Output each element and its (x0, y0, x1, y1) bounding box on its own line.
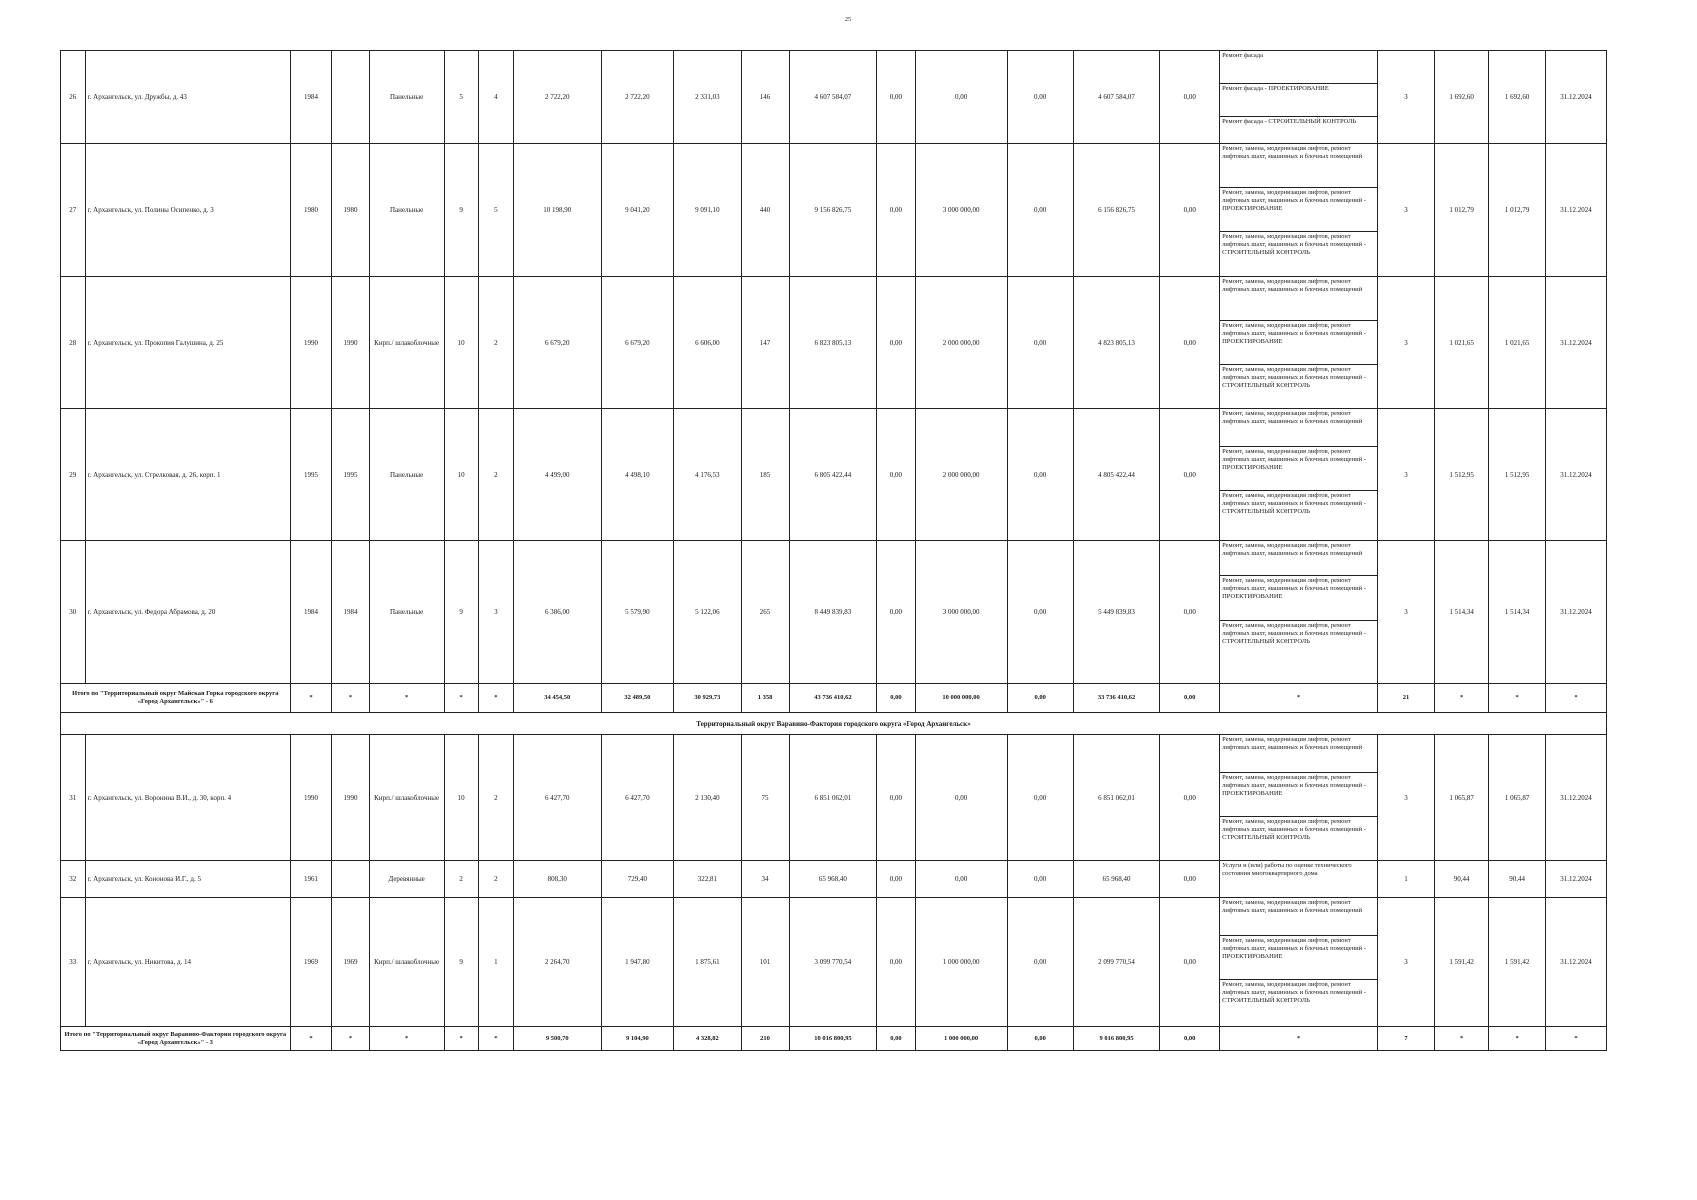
total-star: * (1220, 1027, 1378, 1051)
area-total: 6 679,20 (513, 277, 601, 409)
total-area-total: 9 500,70 (513, 1027, 601, 1051)
address: г. Архангельск, ул. Федора Абрамова, д. 20 (85, 541, 290, 684)
year-reconstruction: 1980 (332, 144, 369, 277)
row-number: 31 (61, 735, 86, 861)
area-premises: 2 722,20 (601, 51, 674, 144)
work-item: Ремонт, замена, модернизация лифтов, ремонт лифтовых шахт, машинных и блочных помещений - ПРОЕКТИРОВАНИЕ (1220, 447, 1377, 491)
year-reconstruction: 1984 (332, 541, 369, 684)
fund-other: 0,00 (1160, 277, 1220, 409)
total-star: * (369, 1027, 444, 1051)
address: г. Архангельск, ул. Прокопия Галушина, д. 25 (85, 277, 290, 409)
total-cost: 9 156 826,75 (789, 144, 877, 277)
floors: 10 (444, 277, 478, 409)
fund-owners: 4 823 805,13 (1073, 277, 1160, 409)
fund-owners: 4 607 584,07 (1073, 51, 1160, 144)
max-unit-cost: 1 692,60 (1489, 51, 1546, 144)
work-item: Ремонт, замена, модернизация лифтов, ремонт лифтовых шахт, машинных и блочных помещений (1220, 735, 1377, 773)
fund-other: 0,00 (1160, 51, 1220, 144)
floors: 9 (444, 144, 478, 277)
residents: 265 (741, 541, 789, 684)
unit-cost: 90,44 (1434, 861, 1488, 898)
fund-other: 0,00 (1160, 144, 1220, 277)
fund-local: 0,00 (1007, 861, 1073, 898)
wall-material: Кирп./ шлакоблочные (369, 898, 444, 1027)
deadline: 31.12.2024 (1545, 541, 1606, 684)
works-cell (1220, 51, 1378, 144)
total-cost: 6 805 422,44 (789, 409, 877, 541)
fund-fss: 0,00 (877, 51, 915, 144)
capital-repair-table (60, 50, 1607, 1051)
year-built: 1961 (290, 861, 332, 898)
fund-budget: 3 000 000,00 (915, 144, 1007, 277)
fund-fss: 0,00 (877, 277, 915, 409)
total-star: * (332, 1027, 369, 1051)
year-reconstruction: 1990 (332, 277, 369, 409)
entrances: 3 (478, 541, 513, 684)
max-unit-cost: 1 591,42 (1489, 898, 1546, 1027)
total-fund-local: 0,00 (1007, 684, 1073, 713)
year-built: 1990 (290, 735, 332, 861)
area-total: 10 198,90 (513, 144, 601, 277)
total-star: * (332, 684, 369, 713)
work-item: Ремонт, замена, модернизация лифтов, ремонт лифтовых шахт, машинных и блочных помещений - ПРОЕКТИРОВАНИЕ (1220, 773, 1377, 817)
fund-budget: 2 000 000,00 (915, 277, 1007, 409)
table-row (61, 144, 1607, 277)
area-total: 4 499,00 (513, 409, 601, 541)
area-premises: 729,40 (601, 861, 674, 898)
entrances: 4 (478, 51, 513, 144)
residents: 75 (741, 735, 789, 861)
year-built: 1980 (290, 144, 332, 277)
total-star: * (1489, 1027, 1546, 1051)
total-star: * (444, 684, 478, 713)
table-row (61, 51, 1607, 144)
work-item: Ремонт, замена, модернизация лифтов, ремонт лифтовых шахт, машинных и блочных помещений (1220, 541, 1377, 576)
address: г. Архангельск, ул. Никитова, д. 14 (85, 898, 290, 1027)
fund-owners: 2 099 770,54 (1073, 898, 1160, 1027)
area-premises: 6 427,70 (601, 735, 674, 861)
residents: 34 (741, 861, 789, 898)
max-unit-cost: 1 012,79 (1489, 144, 1546, 277)
fund-owners: 4 805 422,44 (1073, 409, 1160, 541)
wall-material: Деревянные (369, 861, 444, 898)
area-total: 6 386,00 (513, 541, 601, 684)
unit-cost: 1 514,34 (1434, 541, 1488, 684)
area-living: 2 331,03 (674, 51, 741, 144)
area-premises: 6 679,20 (601, 277, 674, 409)
area-total: 2 264,70 (513, 898, 601, 1027)
wall-material: Кирп./ шлакоблочные (369, 277, 444, 409)
floors: 5 (444, 51, 478, 144)
address: г. Архангельск, ул. Воронина В.И., д. 30, корп. 4 (85, 735, 290, 861)
total-star: * (444, 1027, 478, 1051)
area-premises: 5 579,90 (601, 541, 674, 684)
work-count: 3 (1378, 541, 1435, 684)
table-row (61, 735, 1607, 861)
total-fund-other: 0,00 (1160, 684, 1220, 713)
floors: 10 (444, 735, 478, 861)
max-unit-cost: 1 021,65 (1489, 277, 1546, 409)
address: г. Архангельск, ул. Кононова И.Г., д. 5 (85, 861, 290, 898)
total-cost: 65 968,40 (789, 861, 877, 898)
max-unit-cost: 1 065,87 (1489, 735, 1546, 861)
address: г. Архангельск, ул. Полины Осипенко, д. 3 (85, 144, 290, 277)
total-fund-budget: 1 000 000,00 (915, 1027, 1007, 1051)
deadline: 31.12.2024 (1545, 144, 1606, 277)
work-item: Ремонт, замена, модернизация лифтов, ремонт лифтовых шахт, машинных и блочных помещений (1220, 409, 1377, 447)
total-star: * (290, 684, 332, 713)
area-total: 6 427,70 (513, 735, 601, 861)
work-item: Ремонт, замена, модернизация лифтов, ремонт лифтовых шахт, машинных и блочных помещений (1220, 898, 1377, 936)
works-cell (1220, 409, 1378, 541)
total-row (61, 1027, 1607, 1051)
fund-local: 0,00 (1007, 898, 1073, 1027)
deadline: 31.12.2024 (1545, 51, 1606, 144)
fund-other: 0,00 (1160, 898, 1220, 1027)
total-star: * (1489, 684, 1546, 713)
total-area-all: 32 489,50 (601, 684, 674, 713)
fund-owners: 65 968,40 (1073, 861, 1160, 898)
total-cost: 6 823 805,13 (789, 277, 877, 409)
fund-budget: 3 000 000,00 (915, 541, 1007, 684)
total-star: * (1220, 684, 1378, 713)
unit-cost: 1 591,42 (1434, 898, 1488, 1027)
residents: 147 (741, 277, 789, 409)
work-count: 3 (1378, 144, 1435, 277)
total-cost: 4 607 584,07 (789, 51, 877, 144)
floors: 2 (444, 861, 478, 898)
year-reconstruction: 1990 (332, 735, 369, 861)
area-living: 2 130,40 (674, 735, 741, 861)
floors: 9 (444, 898, 478, 1027)
row-number: 26 (61, 51, 86, 144)
total-star: * (1545, 684, 1606, 713)
section-title: Территориальный округ Варавино-Фактория городского округа «Город Архангельск» (61, 713, 1607, 735)
work-item: Ремонт, замена, модернизация лифтов, ремонт лифтовых шахт, машинных и блочных помещений - ПРОЕКТИРОВАНИЕ (1220, 188, 1377, 232)
total-star: * (1434, 1027, 1488, 1051)
year-reconstruction: 1995 (332, 409, 369, 541)
table-row (61, 409, 1607, 541)
wall-material: Панельные (369, 541, 444, 684)
work-item: Ремонт фасада - ПРОЕКТИРОВАНИЕ (1220, 84, 1377, 117)
work-count: 3 (1378, 898, 1435, 1027)
fund-owners: 6 156 826,75 (1073, 144, 1160, 277)
year-built: 1990 (290, 277, 332, 409)
total-fund-budget: 10 000 000,00 (915, 684, 1007, 713)
wall-material: Панельные (369, 144, 444, 277)
area-living: 5 122,06 (674, 541, 741, 684)
works-cell (1220, 541, 1378, 684)
total-work-count: 21 (1378, 684, 1435, 713)
fund-other: 0,00 (1160, 861, 1220, 898)
total-label: Итого по "Территориальный округ Майская Горка городского округа «Город Архангельск»" - 6 (61, 684, 291, 713)
row-number: 30 (61, 541, 86, 684)
row-number: 32 (61, 861, 86, 898)
fund-local: 0,00 (1007, 51, 1073, 144)
row-number: 33 (61, 898, 86, 1027)
work-count: 3 (1378, 735, 1435, 861)
work-item: Ремонт, замена, модернизация лифтов, ремонт лифтовых шахт, машинных и блочных помещений (1220, 144, 1377, 188)
year-reconstruction (332, 861, 369, 898)
year-reconstruction: 1969 (332, 898, 369, 1027)
fund-local: 0,00 (1007, 409, 1073, 541)
fund-fss: 0,00 (877, 541, 915, 684)
works-cell (1220, 898, 1378, 1027)
area-living: 9 091,10 (674, 144, 741, 277)
table-row (61, 541, 1607, 684)
total-residents: 210 (741, 1027, 789, 1051)
wall-material: Панельные (369, 51, 444, 144)
fund-fss: 0,00 (877, 898, 915, 1027)
work-item: Ремонт, замена, модернизация лифтов, ремонт лифтовых шахт, машинных и блочных помещений - ПРОЕКТИРОВАНИЕ (1220, 936, 1377, 980)
fund-fss: 0,00 (877, 735, 915, 861)
table-row (61, 898, 1607, 1027)
entrances: 2 (478, 735, 513, 861)
area-living: 4 176,53 (674, 409, 741, 541)
total-cost: 8 449 839,83 (789, 541, 877, 684)
work-item: Ремонт, замена, модернизация лифтов, ремонт лифтовых шахт, машинных и блочных помещений - ПРОЕКТИРОВАНИЕ (1220, 321, 1377, 365)
fund-budget: 0,00 (915, 861, 1007, 898)
section-row (61, 713, 1607, 735)
work-item: Ремонт, замена, модернизация лифтов, ремонт лифтовых шахт, машинных и блочных помещений - СТРОИТЕЛЬНЫЙ КОНТРОЛЬ (1222, 981, 1366, 1004)
work-item: Ремонт, замена, модернизация лифтов, ремонт лифтовых шахт, машинных и блочных помещений - СТРОИТЕЛЬНЫЙ КОНТРОЛЬ (1222, 492, 1366, 515)
fund-fss: 0,00 (877, 409, 915, 541)
total-fund-owners: 33 736 410,62 (1073, 684, 1160, 713)
works-cell (1220, 277, 1378, 409)
unit-cost: 1 512,95 (1434, 409, 1488, 541)
work-count: 3 (1378, 277, 1435, 409)
table-row (61, 861, 1607, 898)
work-count: 3 (1378, 51, 1435, 144)
total-cost: 3 099 770,54 (789, 898, 877, 1027)
total-area-all: 9 104,90 (601, 1027, 674, 1051)
total-area-living: 4 328,82 (674, 1027, 741, 1051)
area-living: 1 875,61 (674, 898, 741, 1027)
fund-local: 0,00 (1007, 735, 1073, 861)
total-residents: 1 358 (741, 684, 789, 713)
max-unit-cost: 1 514,34 (1489, 541, 1546, 684)
residents: 440 (741, 144, 789, 277)
fund-local: 0,00 (1007, 144, 1073, 277)
area-premises: 9 041,20 (601, 144, 674, 277)
total-fund-owners: 9 016 800,95 (1073, 1027, 1160, 1051)
deadline: 31.12.2024 (1545, 898, 1606, 1027)
area-premises: 1 947,80 (601, 898, 674, 1027)
fund-budget: 0,00 (915, 51, 1007, 144)
fund-other: 0,00 (1160, 735, 1220, 861)
table-row (61, 277, 1607, 409)
max-unit-cost: 90,44 (1489, 861, 1546, 898)
area-living: 322,81 (674, 861, 741, 898)
row-number: 27 (61, 144, 86, 277)
page-number: 25 (845, 17, 851, 23)
total-star: * (290, 1027, 332, 1051)
floors: 9 (444, 541, 478, 684)
total-star: * (369, 684, 444, 713)
total-cost-total: 43 736 410,62 (789, 684, 877, 713)
work-count: 3 (1378, 409, 1435, 541)
work-item: Ремонт фасада - СТРОИТЕЛЬНЫЙ КОНТРОЛЬ (1222, 118, 1357, 125)
total-star: * (1545, 1027, 1606, 1051)
address: г. Архангельск, ул. Дружбы, д. 43 (85, 51, 290, 144)
work-count: 1 (1378, 861, 1435, 898)
entrances: 2 (478, 277, 513, 409)
work-item: Ремонт, замена, модернизация лифтов, ремонт лифтовых шахт, машинных и блочных помещений - ПРОЕКТИРОВАНИЕ (1220, 576, 1377, 621)
works-cell (1220, 861, 1378, 898)
work-item: Ремонт, замена, модернизация лифтов, ремонт лифтовых шахт, машинных и блочных помещений - СТРОИТЕЛЬНЫЙ КОНТРОЛЬ (1222, 233, 1366, 256)
total-fund-local: 0,00 (1007, 1027, 1073, 1051)
fund-other: 0,00 (1160, 541, 1220, 684)
entrances: 2 (478, 409, 513, 541)
total-area-living: 30 929,73 (674, 684, 741, 713)
entrances: 1 (478, 898, 513, 1027)
work-item: Ремонт, замена, модернизация лифтов, ремонт лифтовых шахт, машинных и блочных помещений - СТРОИТЕЛЬНЫЙ КОНТРОЛЬ (1222, 622, 1366, 645)
floors: 10 (444, 409, 478, 541)
address: г. Архангельск, ул. Стрелковая, д. 26, корп. 1 (85, 409, 290, 541)
total-cost-total: 10 016 800,95 (789, 1027, 877, 1051)
work-item: Услуги и (или) работы по оценке технического состояния многоквартирного дома (1222, 862, 1352, 877)
year-built: 1969 (290, 898, 332, 1027)
total-fund-fss: 0,00 (877, 684, 915, 713)
works-cell (1220, 144, 1378, 277)
deadline: 31.12.2024 (1545, 861, 1606, 898)
work-item: Ремонт, замена, модернизация лифтов, ремонт лифтовых шахт, машинных и блочных помещений - СТРОИТЕЛЬНЫЙ КОНТРОЛЬ (1222, 366, 1366, 389)
fund-budget: 2 000 000,00 (915, 409, 1007, 541)
entrances: 5 (478, 144, 513, 277)
wall-material: Кирп./ шлакоблочные (369, 735, 444, 861)
fund-fss: 0,00 (877, 144, 915, 277)
total-star: * (478, 684, 513, 713)
year-reconstruction (332, 51, 369, 144)
fund-owners: 6 851 062,01 (1073, 735, 1160, 861)
year-built: 1984 (290, 51, 332, 144)
total-label: Итого по "Территориальный округ Варавино-Фактория городского округа «Город Архангельск»" - 3 (61, 1027, 291, 1051)
unit-cost: 1 021,65 (1434, 277, 1488, 409)
area-premises: 4 498,10 (601, 409, 674, 541)
fund-budget: 1 000 000,00 (915, 898, 1007, 1027)
fund-owners: 5 449 839,83 (1073, 541, 1160, 684)
year-built: 1995 (290, 409, 332, 541)
year-built: 1984 (290, 541, 332, 684)
deadline: 31.12.2024 (1545, 735, 1606, 861)
total-cost: 6 851 062,01 (789, 735, 877, 861)
row-number: 29 (61, 409, 86, 541)
total-row (61, 684, 1607, 713)
area-living: 6 606,00 (674, 277, 741, 409)
row-number: 28 (61, 277, 86, 409)
deadline: 31.12.2024 (1545, 409, 1606, 541)
work-item: Ремонт, замена, модернизация лифтов, ремонт лифтовых шахт, машинных и блочных помещений - СТРОИТЕЛЬНЫЙ КОНТРОЛЬ (1222, 818, 1366, 841)
unit-cost: 1 065,87 (1434, 735, 1488, 861)
total-area-total: 34 454,50 (513, 684, 601, 713)
fund-other: 0,00 (1160, 409, 1220, 541)
max-unit-cost: 1 512,95 (1489, 409, 1546, 541)
total-work-count: 7 (1378, 1027, 1435, 1051)
total-star: * (478, 1027, 513, 1051)
unit-cost: 1 692,60 (1434, 51, 1488, 144)
works-cell (1220, 735, 1378, 861)
fund-fss: 0,00 (877, 861, 915, 898)
total-fund-fss: 0,00 (877, 1027, 915, 1051)
entrances: 2 (478, 861, 513, 898)
wall-material: Панельные (369, 409, 444, 541)
total-fund-other: 0,00 (1160, 1027, 1220, 1051)
residents: 146 (741, 51, 789, 144)
area-total: 808,30 (513, 861, 601, 898)
fund-local: 0,00 (1007, 277, 1073, 409)
fund-budget: 0,00 (915, 735, 1007, 861)
residents: 101 (741, 898, 789, 1027)
fund-local: 0,00 (1007, 541, 1073, 684)
area-total: 2 722,20 (513, 51, 601, 144)
work-item: Ремонт фасада (1220, 51, 1377, 84)
residents: 185 (741, 409, 789, 541)
total-star: * (1434, 684, 1488, 713)
work-item: Ремонт, замена, модернизация лифтов, ремонт лифтовых шахт, машинных и блочных помещений (1220, 277, 1377, 321)
unit-cost: 1 012,79 (1434, 144, 1488, 277)
deadline: 31.12.2024 (1545, 277, 1606, 409)
